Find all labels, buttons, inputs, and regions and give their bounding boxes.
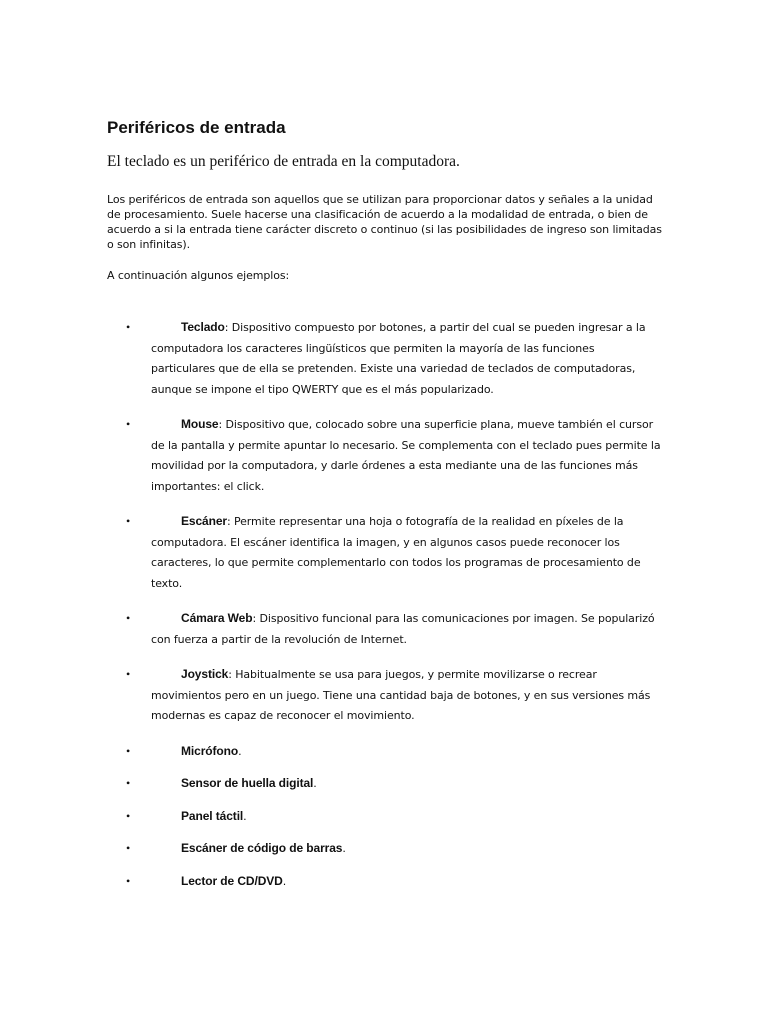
- item-description: : Dispositivo que, colocado sobre una superficie plana, mueve también el cursor de la pantalla y permite apuntar lo necesario. Se complementa con el teclado pues permite la movilidad por la computadora, y darle órdenes a esta mediante una de las funciones más importantes: el click.: [151, 418, 661, 493]
- bullet-icon: •: [126, 743, 131, 758]
- item-term: Panel táctil: [181, 808, 244, 823]
- list-item-mouse: [0, 414, 768, 497]
- bullet-icon: •: [126, 873, 131, 888]
- intro-paragraph: Los periféricos de entrada son aquellos que se utilizan para proporcionar datos y señales a la unidad de procesamiento. Suele hacerse una clasificación de acuerdo a la modalidad de entrada, o bien de acuerdo a si la entrada tiene carácter discreto o continuo (si las posibilidades de ingreso son limitadas o son infinitas).: [107, 193, 662, 251]
- item-description: : Dispositivo funcional para las comunicaciones por imagen. Se popularizó con fuerza a partir de la revolución de Internet.: [151, 612, 655, 646]
- bullet-icon: •: [126, 514, 131, 528]
- item-term: Teclado: [181, 320, 225, 334]
- list-item-text: [151, 608, 661, 650]
- list-item-teclado: [0, 317, 768, 400]
- bullet-icon: •: [126, 320, 131, 334]
- examples-list: [0, 317, 768, 903]
- bullet-icon: •: [126, 808, 131, 823]
- list-item-camara-web: [0, 608, 768, 650]
- item-term: Sensor de huella digital: [181, 776, 314, 790]
- list-item-microfono: [0, 741, 768, 762]
- item-term: Lector de CD/DVD: [181, 873, 283, 888]
- list-item-text: [151, 773, 661, 794]
- examples-lead: A continuación algunos ejemplos:: [107, 269, 290, 282]
- list-item-text: [151, 838, 661, 859]
- item-description: .: [313, 777, 317, 790]
- item-description: .: [238, 744, 242, 758]
- item-term: Escáner: [181, 514, 227, 528]
- bullet-icon: •: [126, 841, 131, 855]
- list-item-text: [151, 871, 661, 892]
- item-description: : Habitualmente se usa para juegos, y permite movilizarse o recrear movimientos pero en un juego. Tiene una cantidad baja de botones, y en sus versiones más modernas es capaz de reconocer el movimiento.: [151, 668, 651, 722]
- list-item-sensor-huella: [0, 773, 768, 794]
- item-term: Escáner de código de barras: [181, 841, 343, 855]
- item-description: .: [282, 874, 287, 888]
- bullet-icon: •: [126, 776, 131, 790]
- bullet-icon: •: [126, 417, 131, 431]
- list-item-escaner: [0, 511, 768, 594]
- item-term: Joystick: [181, 667, 229, 681]
- list-item-text: [151, 664, 661, 727]
- list-item-text: [151, 806, 661, 827]
- list-item-escaner-barras: [0, 838, 768, 859]
- item-description: : Dispositivo compuesto por botones, a partir del cual se pueden ingresar a la computadora los caracteres lingüísticos que permiten la mayoría de las funciones particulares que de ella se pretenden. Existe una variedad de teclados de computadoras, aunque se impone el tipo QWERTY que es el más popularizado.: [151, 321, 646, 396]
- list-item-text: [151, 414, 661, 497]
- list-item-lector-cd: [0, 871, 768, 892]
- bullet-icon: •: [126, 611, 131, 625]
- list-item-text: [151, 511, 661, 594]
- page-subtitle: El teclado es un periférico de entrada en la computadora.: [107, 153, 460, 170]
- item-term: Cámara Web: [181, 611, 253, 625]
- page-title: Periféricos de entrada: [107, 118, 286, 137]
- item-term: Mouse: [181, 417, 219, 431]
- list-item-panel-tactil: [0, 806, 768, 827]
- item-description: .: [342, 842, 346, 855]
- item-description: : Permite representar una hoja o fotografía de la realidad en píxeles de la computadora. El escáner identifica la imagen, y en algunos casos puede reconocer los caracteres, lo que permite complementarlo con todos los programas de procesamiento de texto.: [151, 515, 641, 590]
- list-item-text: [151, 317, 661, 400]
- list-item-joystick: [0, 664, 768, 727]
- item-description: .: [243, 809, 247, 823]
- bullet-icon: •: [126, 667, 131, 681]
- list-item-text: [151, 741, 661, 762]
- item-term: Micrófono: [181, 743, 239, 758]
